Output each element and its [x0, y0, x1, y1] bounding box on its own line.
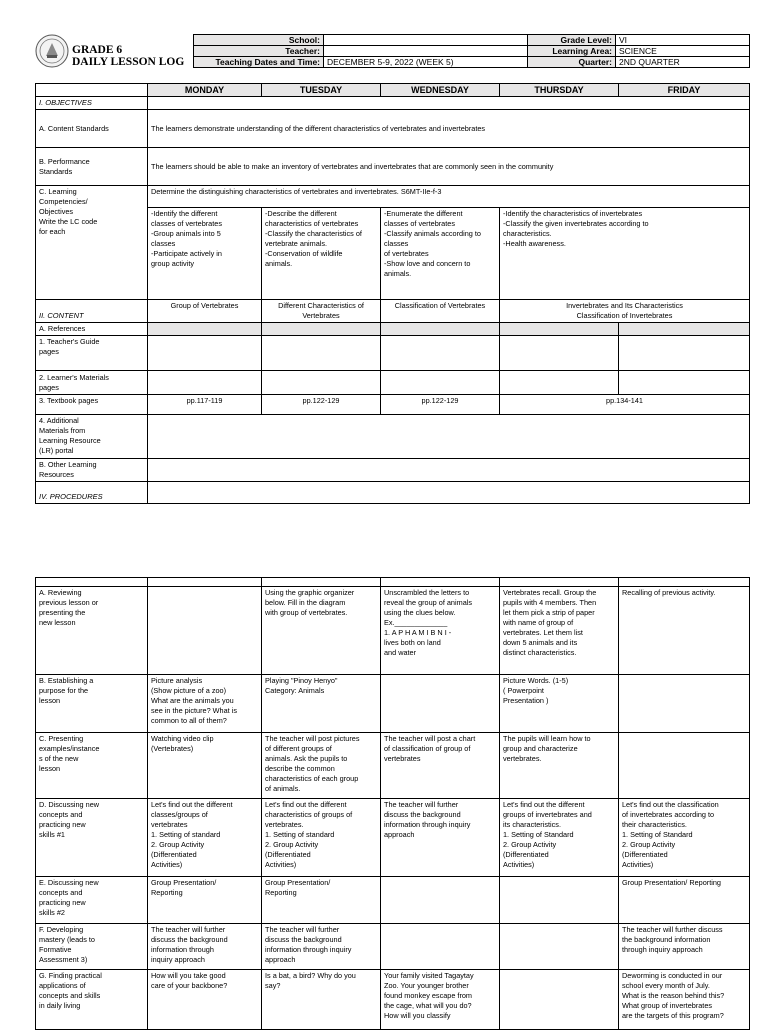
competencies-text: Determine the distinguishing characteristics of vertebrates and invertebrates. S6MT-IIe-f-3 — [148, 186, 750, 208]
lesson-log-table-page1 — [35, 83, 750, 504]
proc-d-wednesday: The teacher will further discuss the background information through inquiry approach — [381, 799, 500, 877]
day-header-blank — [36, 84, 148, 97]
proc-b-label: B. Establishing a purpose for the lesson — [36, 675, 148, 733]
objectives-monday: -Identify the different classes of vertebrates -Group animals into 5 classes -Participate actively in group activity — [148, 208, 262, 300]
textbook-wednesday: pp.122-129 — [381, 395, 500, 415]
learning-area-value: SCIENCE — [616, 46, 750, 57]
proc-b-tuesday: Playing "Pinoy Henyo" Category: Animals — [262, 675, 381, 733]
proc-c-monday: Watching video clip (Vertebrates) — [148, 733, 262, 799]
content-standards-text: The learners demonstrate understanding of the different characteristics of vertebrates and invertebrates — [148, 110, 750, 148]
teacher-value — [324, 46, 528, 57]
proc-f-label: F. Developing mastery (leads to Formative Assessment 3) — [36, 924, 148, 970]
competencies-label: C. Learning Competencies/ Objectives Write the LC code for each — [36, 186, 148, 300]
dates-value: DECEMBER 5-9, 2022 (WEEK 5) — [324, 57, 528, 68]
quarter-label: Quarter: — [528, 57, 616, 68]
proc-b-thursday: Picture Words. (1-5) ( Powerpoint Presentation ) — [500, 675, 619, 733]
proc-b-monday: Picture analysis (Show picture of a zoo) What are the animals you see in the picture? What is common to all of them? — [148, 675, 262, 733]
objectives-heading: I. OBJECTIVES — [36, 97, 148, 110]
teacher-label: Teacher: — [194, 46, 324, 57]
teachers-guide-label: 1. Teacher's Guide pages — [36, 336, 148, 371]
day-header-wednesday: WEDNESDAY — [381, 84, 500, 97]
textbook-pages-label: 3. Textbook pages — [36, 395, 148, 415]
log-title: DAILY LESSON LOG — [72, 56, 185, 68]
proc-a-label: A. Reviewing previous lesson or presenting the new lesson — [36, 587, 148, 675]
day-header-monday: MONDAY — [148, 84, 262, 97]
proc-a-thursday: Vertebrates recall. Group the pupils with 4 members. Then let them pick a strip of paper with name of group of vertebrates. Let them list down 5 animals and its distinct characteristics. — [500, 587, 619, 675]
proc-f-monday: The teacher will further discuss the background information through inquiry approach — [148, 924, 262, 970]
document-title — [72, 44, 184, 68]
textbook-tuesday: pp.122-129 — [262, 395, 381, 415]
content-tuesday: Different Characteristics of Vertebrates — [262, 300, 381, 323]
proc-d-monday: Let's find out the different classes/groups of vertebrates 1. Setting of standard 2. Group Activity (Differentiated Activities) — [148, 799, 262, 877]
proc-c-label: C. Presenting examples/instance s of the new lesson — [36, 733, 148, 799]
grade-level-value: VI — [616, 35, 750, 46]
objectives-blank — [148, 97, 750, 110]
dates-label: Teaching Dates and Time: — [194, 57, 324, 68]
proc-g-label: G. Finding practical applications of concepts and skills in daily living — [36, 970, 148, 1030]
learners-materials-label: 2. Learner's Materials pages — [36, 371, 148, 395]
grade-title: GRADE 6 — [72, 44, 123, 56]
quarter-value: 2ND QUARTER — [616, 57, 750, 68]
deped-seal-logo — [35, 34, 69, 68]
proc-c-thursday: The pupils will learn how to group and characterize vertebrates. — [500, 733, 619, 799]
additional-materials-label: 4. Additional Materials from Learning Resource (LR) portal — [36, 415, 148, 459]
content-monday: Group of Vertebrates — [148, 300, 262, 323]
lesson-log-table-page2 — [35, 577, 750, 1030]
proc-g-tuesday: Is a bat, a bird? Why do you say? — [262, 970, 381, 1030]
proc-d-label: D. Discussing new concepts and practicing new skills #1 — [36, 799, 148, 877]
proc-g-monday: How will you take good care of your backbone? — [148, 970, 262, 1030]
proc-a-wednesday: Unscrambled the letters to reveal the group of animals using the clues below. Ex._____________ 1. A P H A M I B N I - lives both on land and water — [381, 587, 500, 675]
proc-e-monday: Group Presentation/ Reporting — [148, 877, 262, 924]
textbook-thu-fri: pp.134-141 — [500, 395, 750, 415]
content-wednesday: Classification of Vertebrates — [381, 300, 500, 323]
day-header-tuesday: TUESDAY — [262, 84, 381, 97]
content-thu-fri: Invertebrates and Its Characteristics Classification of Invertebrates — [500, 300, 750, 323]
other-resources-label: B. Other Learning Resources — [36, 459, 148, 482]
textbook-monday: pp.117-119 — [148, 395, 262, 415]
day-header-friday: FRIDAY — [619, 84, 750, 97]
header-info-table — [193, 34, 750, 68]
proc-f-friday: The teacher will further discuss the background information through inquiry approach — [619, 924, 750, 970]
day-header-thursday: THURSDAY — [500, 84, 619, 97]
proc-a-friday: Recalling of previous activity. — [619, 587, 750, 675]
proc-c-wednesday: The teacher will post a chart of classification of group of vertebrates — [381, 733, 500, 799]
performance-standards-label: B. Performance Standards — [36, 148, 148, 186]
grade-level-label: Grade Level: — [528, 35, 616, 46]
procedures-heading: IV. PROCEDURES — [36, 482, 148, 504]
content-standards-label: A. Content Standards — [36, 110, 148, 148]
school-label: School: — [194, 35, 324, 46]
objectives-wednesday: -Enumerate the different classes of vertebrates -Classify animals according to classes of vertebrates -Show love and concern to animals. — [381, 208, 500, 300]
learning-area-label: Learning Area: — [528, 46, 616, 57]
proc-e-friday: Group Presentation/ Reporting — [619, 877, 750, 924]
proc-e-tuesday: Group Presentation/ Reporting — [262, 877, 381, 924]
school-value — [324, 35, 528, 46]
proc-a-tuesday: Using the graphic organizer below. Fill in the diagram with group of vertebrates. — [262, 587, 381, 675]
proc-g-wednesday: Your family visited Tagaytay Zoo. Your younger brother found monkey escape from the cage, what will you do? How will you classify — [381, 970, 500, 1030]
proc-e-label: E. Discussing new concepts and practicing new skills #2 — [36, 877, 148, 924]
objectives-tuesday: -Describe the different characteristics of vertebrates -Classify the characteristics of vertebrate animals. -Conservation of wildlife animals. — [262, 208, 381, 300]
performance-standards-text: The learners should be able to make an inventory of vertebrates and invertebrates that are commonly seen in the community — [148, 148, 750, 186]
proc-c-tuesday: The teacher will post pictures of different groups of animals. Ask the pupils to describe the common characteristics of each group of animals. — [262, 733, 381, 799]
references-label: A. References — [36, 323, 148, 336]
proc-d-friday: Let's find out the classification of invertebrates according to their characteristics. 1. Setting of Standard 2. Group Activity (Differentiated Activities) — [619, 799, 750, 877]
proc-f-tuesday: The teacher will further discuss the background information through inquiry approach — [262, 924, 381, 970]
objectives-thu-fri: -Identify the characteristics of invertebrates -Classify the given invertebrates according to characteristics. -Health awareness. — [500, 208, 750, 300]
proc-d-thursday: Let's find out the different groups of invertebrates and its characteristics. 1. Setting of Standard 2. Group Activity (Differentiated Activities) — [500, 799, 619, 877]
content-heading: II. CONTENT — [36, 300, 148, 323]
proc-g-friday: Deworming is conducted in our school every month of July. What is the reason behind this? What group of invertebrates are the targets of this program? — [619, 970, 750, 1030]
proc-d-tuesday: Let's find out the different characteristics of groups of vertebrates. 1. Setting of standard 2. Group Activity (Differentiated Activities) — [262, 799, 381, 877]
